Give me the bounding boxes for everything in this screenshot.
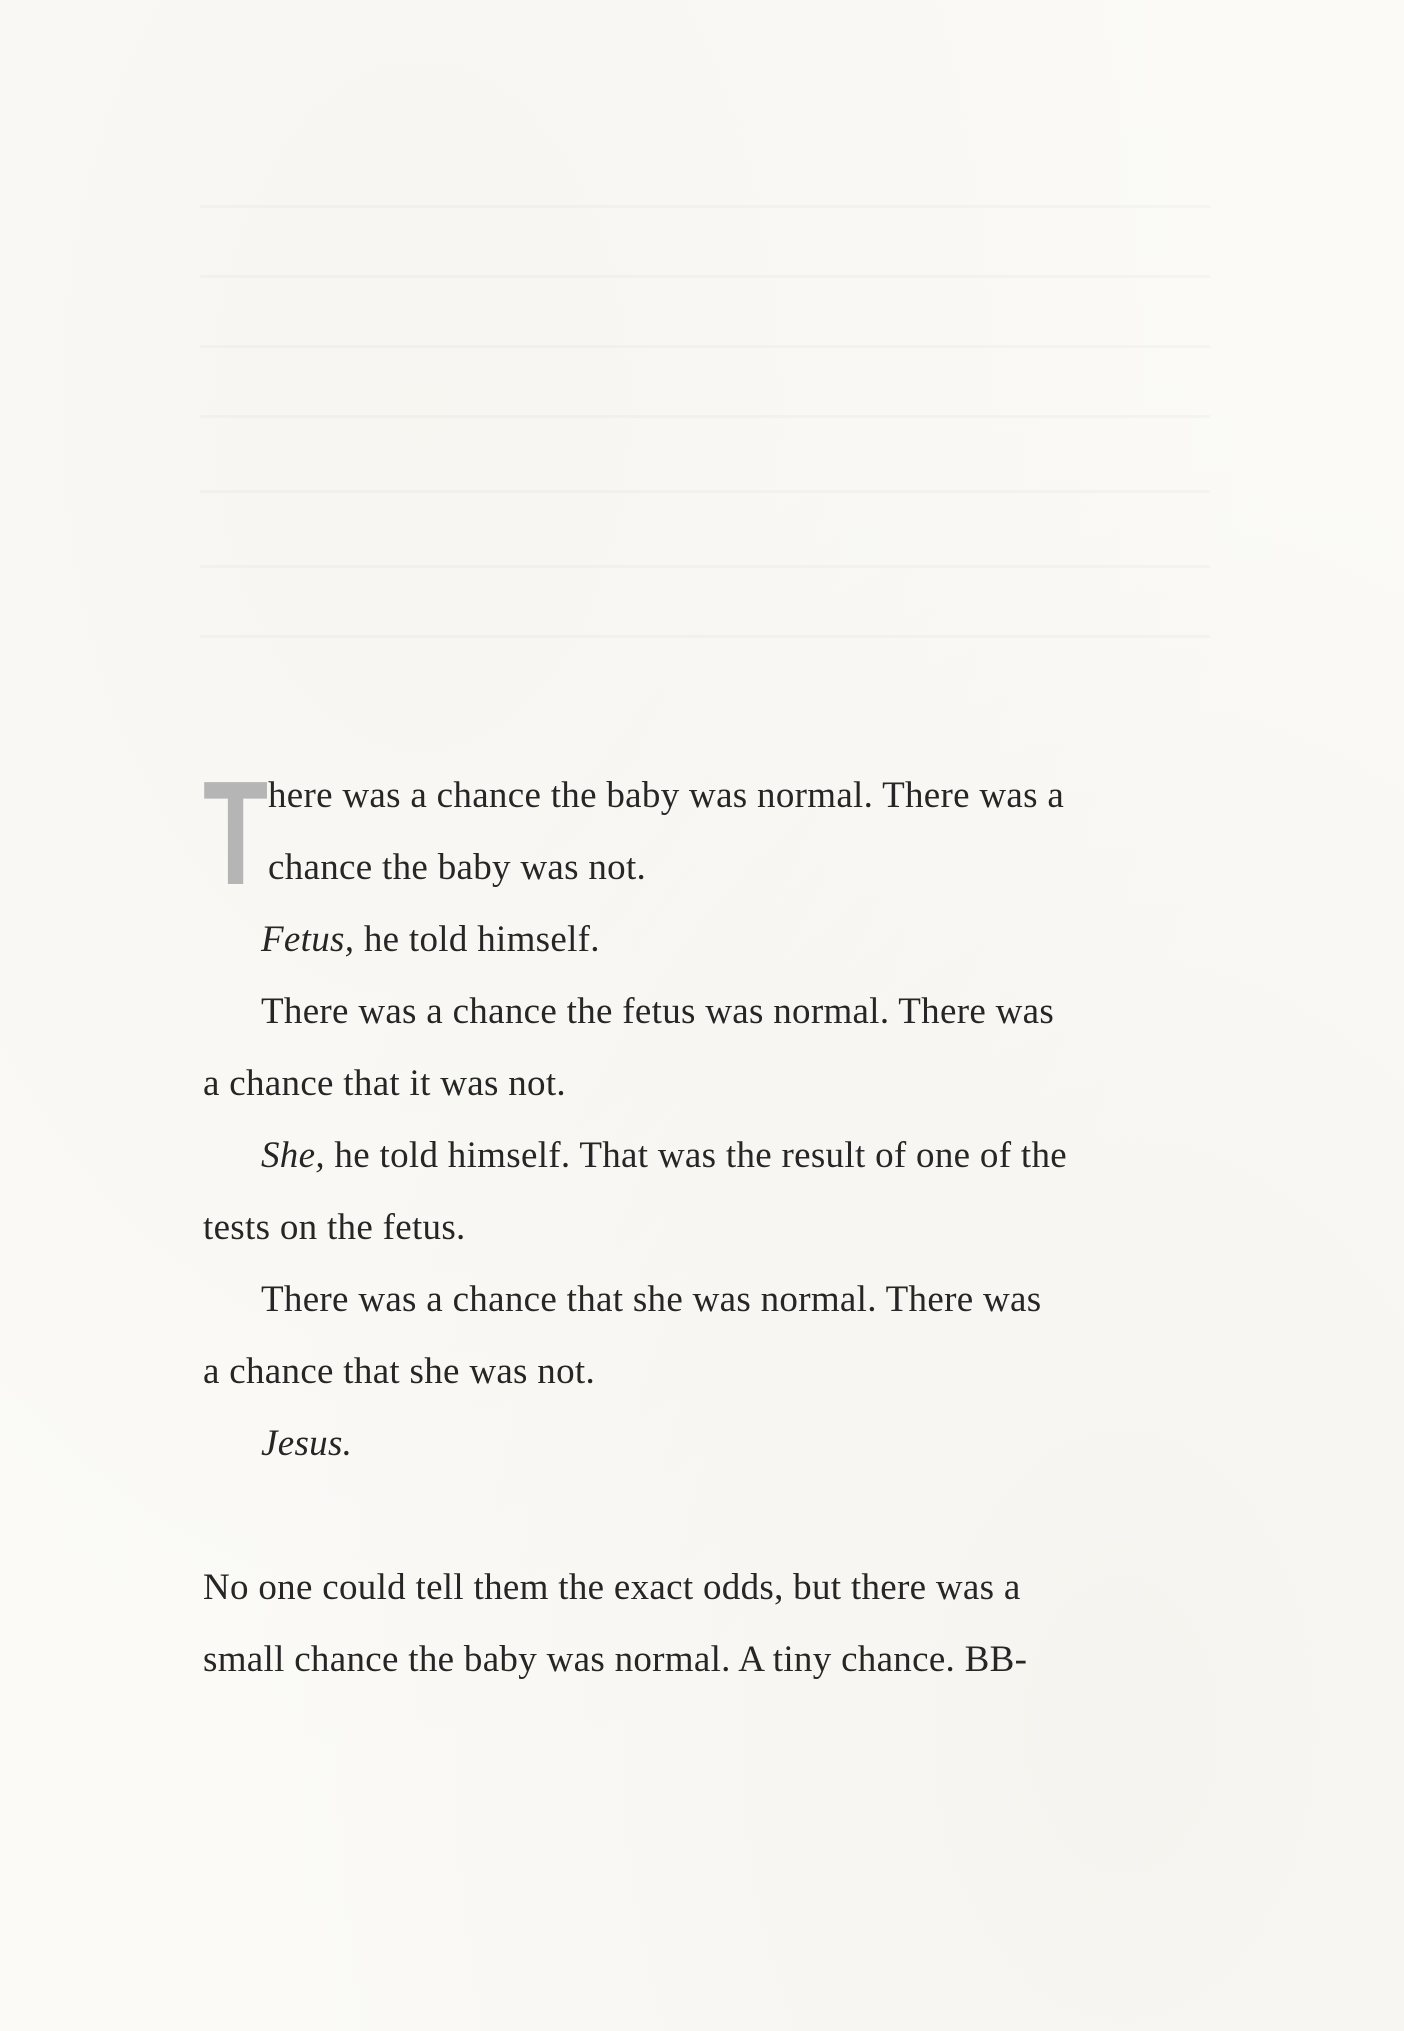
text-run: he told himself. [354, 919, 600, 960]
text-line: small chance the baby was normal. A tiny chance. BB- [203, 1639, 1028, 1680]
paragraph [203, 1264, 1223, 1408]
bleed-through-line [200, 345, 1210, 348]
paragraph-opening [203, 751, 1223, 916]
bleed-through-line [200, 415, 1210, 418]
text-line: chance the baby was not. [268, 847, 647, 888]
body-text [203, 751, 1223, 1696]
text-line: There was a chance the fetus was normal. There was [261, 991, 1055, 1032]
paragraph [203, 976, 1223, 1120]
italic-word: She, [261, 1135, 325, 1176]
text-line: There was a chance that she was normal. There was [261, 1279, 1042, 1320]
text-line: here was a chance the baby was normal. There was a [268, 775, 1065, 816]
paragraph [203, 1120, 1223, 1264]
bleed-through-line [200, 490, 1210, 493]
paragraph [203, 1408, 1223, 1480]
bleed-through-line [200, 205, 1210, 208]
bleed-through-line [200, 565, 1210, 568]
drop-cap: T [203, 751, 269, 916]
section-break [203, 1480, 1223, 1552]
text-line: tests on the fetus. [203, 1207, 466, 1248]
text-line-with-italic [203, 1120, 1223, 1192]
bleed-through-line [200, 275, 1210, 278]
italic-word: Fetus, [261, 919, 355, 960]
text-run: he told himself. That was the result of one of the [324, 1135, 1067, 1176]
paragraph [203, 1552, 1223, 1696]
text-line: a chance that she was not. [203, 1351, 596, 1392]
text-line: No one could tell them the exact odds, but there was a [203, 1567, 1021, 1608]
paragraph [203, 904, 1223, 976]
bleed-through-line [200, 635, 1210, 638]
italic-word: Jesus. [261, 1423, 353, 1464]
text-line: a chance that it was not. [203, 1063, 566, 1104]
